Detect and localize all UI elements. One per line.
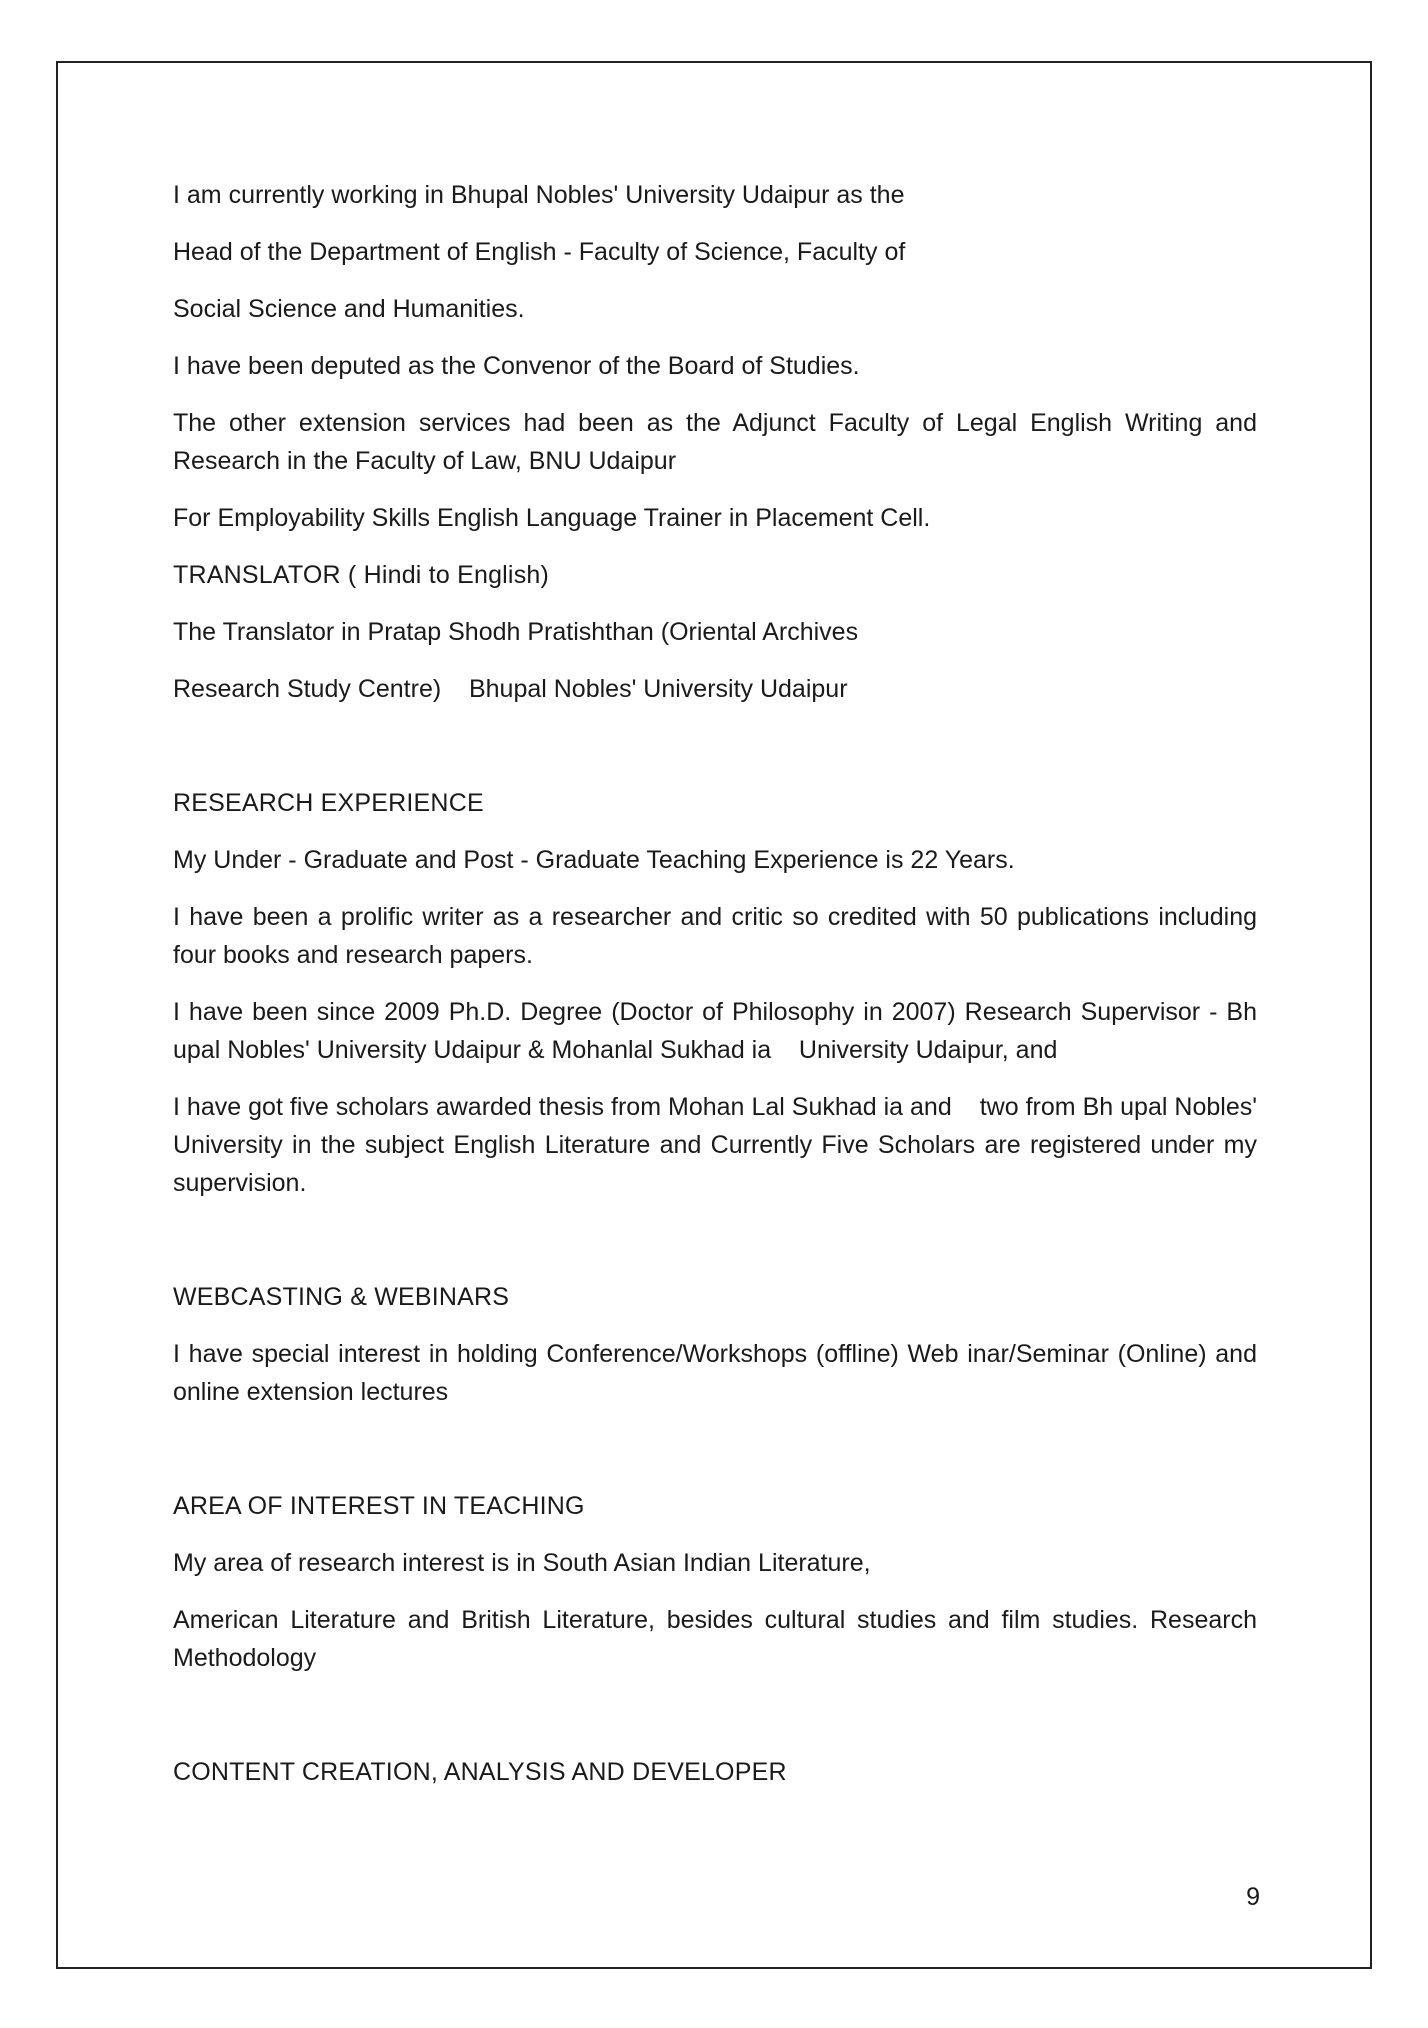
- intro-line-5: The other extension services had been as the Adjunct Faculty of Legal English Writing and Research in the Faculty of Law, BNU Udaipur: [173, 409, 1257, 475]
- teaching-para-1: My area of research interest is in South Asian Indian Literature,: [173, 1549, 871, 1577]
- webcasting-heading: WEBCASTING & WEBINARS: [173, 1283, 510, 1311]
- section-gap: [173, 1696, 1257, 1753]
- webcasting-para-1: I have special interest in holding Conference/Workshops (offline) Web inar/Seminar (Online) and online extension lectures: [173, 1340, 1257, 1406]
- document-body: [173, 176, 1264, 1810]
- translator-line-2: Research Study Centre) Bhupal Nobles' University Udaipur: [173, 675, 848, 703]
- translator-line-1: The Translator in Pratap Shodh Pratishthan (Oriental Archives: [173, 618, 859, 646]
- teaching-heading: AREA OF INTEREST IN TEACHING: [173, 1492, 585, 1520]
- teaching-para-2: American Literature and British Literature, besides cultural studies and film studies. Research Methodology: [173, 1606, 1257, 1672]
- page-number: 9: [1246, 1883, 1260, 1911]
- translator-heading: TRANSLATOR ( Hindi to English): [173, 561, 550, 589]
- research-para-2: I have been a prolific writer as a researcher and critic so credited with 50 publications including four books and research papers.: [173, 903, 1257, 969]
- intro-line-2: Head of the Department of English - Faculty of Science, Faculty of: [173, 238, 906, 266]
- section-gap: [173, 727, 1257, 784]
- section-gap: [173, 1221, 1257, 1278]
- intro-line-1: I am currently working in Bhupal Nobles' University Udaipur as the: [173, 181, 905, 209]
- research-para-4: I have got five scholars awarded thesis from Mohan Lal Sukhad ia and two from Bh upal Nobles' University in the subject English Literature and Currently Five Scholars are registered under my supervision.: [173, 1093, 1264, 1197]
- content-creation-heading: CONTENT CREATION, ANALYSIS AND DEVELOPER: [173, 1758, 787, 1786]
- research-heading: RESEARCH EXPERIENCE: [173, 789, 484, 817]
- intro-line-6: For Employability Skills English Language Trainer in Placement Cell.: [173, 504, 931, 532]
- section-gap: [173, 1430, 1257, 1487]
- research-para-3: I have been since 2009 Ph.D. Degree (Doctor of Philosophy in 2007) Research Supervisor - Bh upal Nobles' University Udaipur & Mohanlal Sukhad ia University Udaipur, and: [173, 998, 1264, 1064]
- intro-line-4: I have been deputed as the Convenor of the Board of Studies.: [173, 352, 860, 380]
- research-para-1: My Under - Graduate and Post - Graduate Teaching Experience is 22 Years.: [173, 846, 1015, 874]
- intro-line-3: Social Science and Humanities.: [173, 295, 525, 323]
